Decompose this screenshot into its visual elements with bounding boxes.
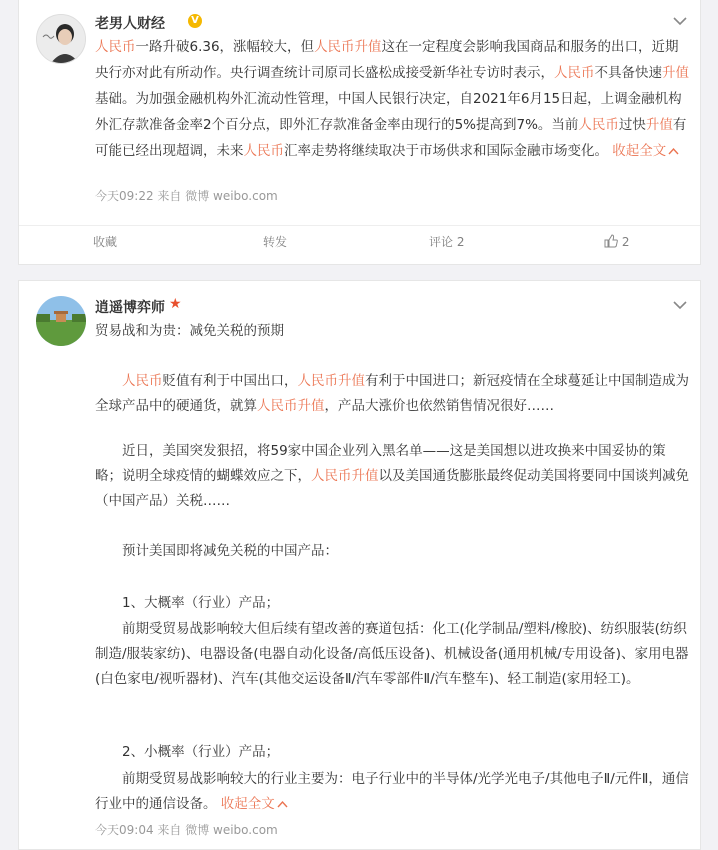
text-segment: 有利于中国进口；新冠疫情在全球蔓延让中国制造成为全球产品中的硬通货，就算 [95, 373, 689, 414]
collapse-link[interactable]: 收起全文 [612, 143, 679, 159]
keyword-highlight[interactable]: 人民币 [122, 373, 163, 389]
avatar[interactable] [36, 296, 86, 346]
text-segment: 一路升破6.36，涨幅较大，但 [135, 39, 315, 55]
paragraph [95, 767, 691, 817]
verified-icon: V [188, 14, 202, 28]
keyword-highlight[interactable]: 人民币 [243, 143, 284, 159]
post-body [95, 39, 689, 159]
favorite-button[interactable]: 收藏 [93, 235, 118, 249]
keyword-highlight[interactable]: 人民币 [554, 65, 595, 81]
post-card [18, 0, 701, 265]
post-meta: 今天09:22 来自 微博 weibo.com [95, 189, 278, 203]
repost-button[interactable]: 转发 [263, 235, 288, 249]
avatar-portrait-icon [37, 15, 85, 63]
keyword-highlight[interactable]: 升值 [662, 65, 689, 81]
paragraph [95, 617, 691, 692]
text-segment: 预计美国即将减免关税的中国产品： [122, 543, 338, 559]
keyword-highlight[interactable]: 人民币升值 [257, 398, 325, 414]
text-segment: 前期受贸易战影响较大但后续有望改善的赛道包括：化工(化学制品/塑料/橡胶)、纺织服装(纺织制造/服装家纺)、电器设备(电器自动化设备/高低压设备)、机械设备(通用机械/专用设备)、家用电器(白色家电/视听器材)、汽车(其他交运设备Ⅱ/汽车零部件Ⅱ/汽车整车)、轻工制造(家用轻工)。 [95, 621, 689, 687]
collapse-link[interactable]: 收起全文 [221, 796, 288, 812]
keyword-highlight[interactable]: 人民币升值 [297, 373, 365, 389]
text-segment: 2、小概率（行业）产品； [122, 744, 280, 760]
post-text [95, 34, 691, 164]
post-meta: 今天09:04 来自 微博 weibo.com [95, 823, 278, 837]
author-name[interactable]: 老男人财经 [95, 16, 165, 32]
paragraph [95, 591, 691, 616]
text-segment: 这在一定程度会影响我国商品和服务的出口，近期央行亦对此有所动作。央行调查统计司原司长盛松成接受新华社专访时表示， [95, 39, 679, 81]
text-segment: 过快 [618, 117, 646, 133]
keyword-highlight[interactable]: 人民币升值 [311, 468, 379, 484]
keyword-highlight[interactable]: 人民币 [578, 117, 619, 133]
paragraph [95, 439, 691, 514]
chevron-up-icon [277, 800, 288, 808]
like-button[interactable] [604, 226, 629, 258]
text-segment: 前期受贸易战影响较大的行业主要为：电子行业中的半导体/光学光电子/其他电子Ⅱ/元件Ⅱ，通信行业中的通信设备。 [95, 771, 689, 812]
text-segment: 贬值有利于中国出口， [162, 373, 298, 389]
keyword-highlight[interactable]: 人民币升值 [314, 39, 382, 55]
keyword-highlight[interactable]: 人民币 [95, 39, 136, 55]
chevron-down-icon[interactable] [672, 13, 688, 29]
paragraph [95, 740, 691, 765]
paragraph [95, 539, 691, 564]
keyword-highlight[interactable]: 升值 [645, 117, 673, 133]
star-icon: ★ [169, 296, 182, 312]
text-segment: 不具备快速 [594, 65, 662, 81]
text-segment: 以及美国通货膨胀最终促动美国将要同中国谈判减免（中国产品）关税…… [95, 468, 689, 509]
text-segment: 近日，美国突发狠招，将59家中国企业列入黑名单——这是美国想以进攻换来中国妥协的策略；说明全球疫情的蝴蝶效应之下， [95, 443, 666, 484]
comment-button[interactable]: 评论 2 [429, 235, 465, 249]
action-bar [19, 225, 700, 258]
like-count: 2 [621, 235, 630, 249]
post-subtitle: 贸易战和为贵：减免关税的预期 [95, 323, 284, 339]
text-segment: 1、大概率（行业）产品； [122, 595, 280, 611]
text-segment: ，产品大涨价也依然销售情况很好…… [324, 398, 554, 414]
author-name[interactable]: 逍遥博弈师 [95, 300, 165, 316]
paragraph [95, 369, 691, 419]
text-segment: 汇率走势将继续取决于市场供求和国际金融市场变化。 [284, 143, 613, 159]
text-segment: 有可能已经出现超调，未来 [95, 117, 687, 159]
avatar[interactable] [36, 14, 86, 64]
chevron-up-icon [668, 147, 679, 155]
avatar-landscape-icon [36, 296, 86, 346]
chevron-down-icon[interactable] [672, 297, 688, 313]
post-card [18, 280, 701, 850]
thumbs-up-icon [604, 234, 618, 248]
text-segment: 基础。为加强金融机构外汇流动性管理，中国人民银行决定，自2021年6月15日起，上调金融机构外汇存款准备金率2个百分点，即外汇存款准备金率由现行的5%提高到7%。当前 [95, 91, 682, 133]
